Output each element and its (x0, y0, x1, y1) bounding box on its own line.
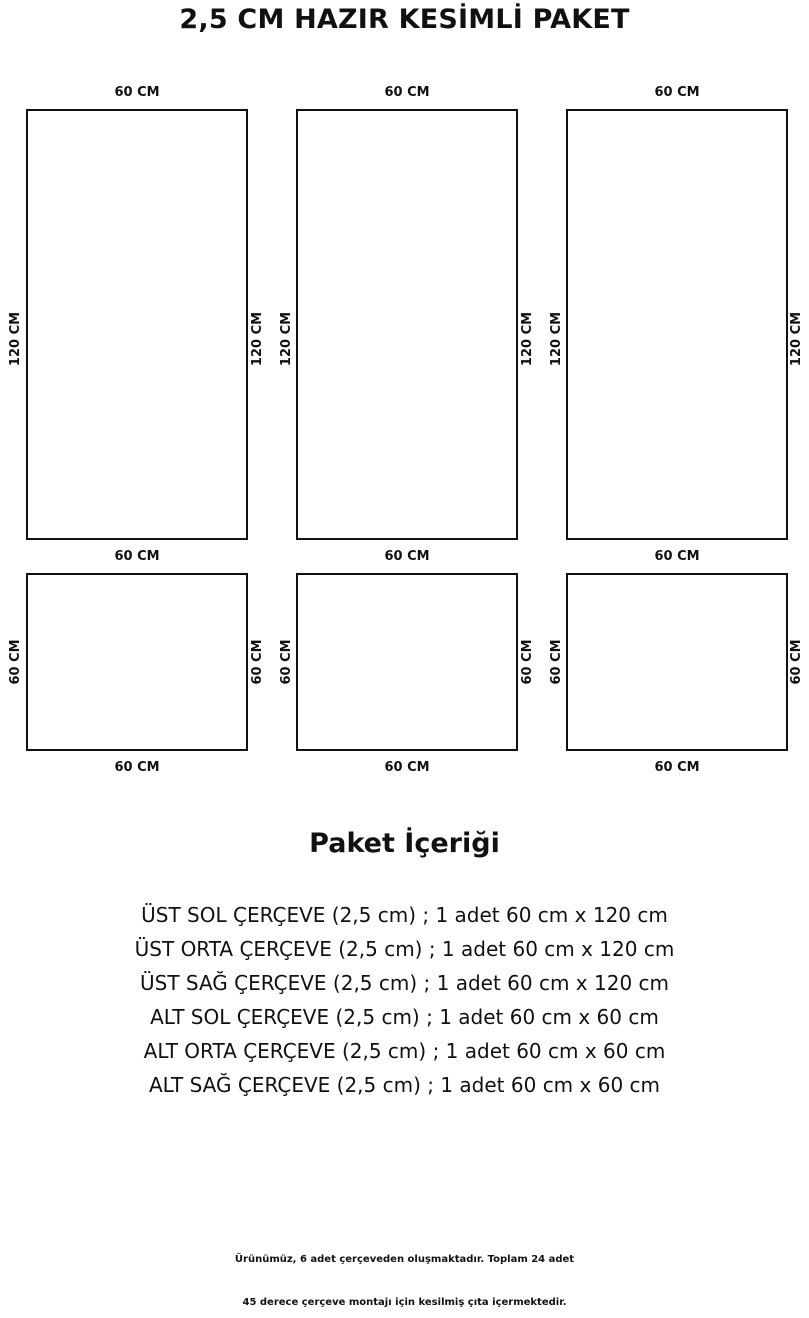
frame-top-right-width-top: 60 CM (654, 85, 700, 100)
frame-top-middle-width-top: 60 CM (384, 85, 430, 100)
frame-bottom-middle-width-bottom: 60 CM (384, 760, 430, 775)
frame-top-left-width-top: 60 CM (114, 85, 160, 100)
frame-top-left-width-bottom: 60 CM (114, 549, 160, 564)
frame-top-right-height-right: 120 CM (789, 311, 804, 367)
frame-bottom-right (566, 573, 788, 751)
frame-bottom-middle (296, 573, 518, 751)
frame-top-left-height-left: 120 CM (8, 311, 23, 367)
frame-top-left (26, 109, 248, 540)
list-item: ALT SOL ÇERÇEVE (2,5 cm) ; 1 adet 60 cm x 60 cm (150, 1005, 659, 1029)
list-item: ÜST ORTA ÇERÇEVE (2,5 cm) ; 1 adet 60 cm x 120 cm (134, 937, 675, 961)
frame-top-right (566, 109, 788, 540)
frame-bottom-right-height-left: 60 CM (549, 639, 564, 685)
contents-heading: Paket İçeriği (309, 828, 500, 859)
page-title: 2,5 CM HAZIR KESİMLİ PAKET (179, 4, 630, 35)
contents-list (0, 898, 809, 1102)
list-item: ALT ORTA ÇERÇEVE (2,5 cm) ; 1 adet 60 cm x 60 cm (143, 1039, 666, 1063)
frame-top-middle-height-left: 120 CM (279, 311, 294, 367)
footer-line-1: Ürünümüz, 6 adet çerçeveden oluşmaktadır. Toplam 24 adet (234, 1254, 575, 1265)
frame-top-middle-height-right: 120 CM (520, 311, 535, 367)
footer-line-2: 45 derece çerçeve montajı için kesilmiş çıta içermektedir. (242, 1297, 567, 1308)
frame-top-left-height-right: 120 CM (250, 311, 265, 367)
frame-bottom-left-width-bottom: 60 CM (114, 760, 160, 775)
frame-bottom-middle-height-right: 60 CM (520, 639, 535, 685)
frame-bottom-right-height-right: 60 CM (789, 639, 804, 685)
frame-bottom-left-height-right: 60 CM (250, 639, 265, 685)
frame-bottom-left (26, 573, 248, 751)
list-item: ÜST SOL ÇERÇEVE (2,5 cm) ; 1 adet 60 cm x 120 cm (141, 903, 668, 927)
list-item: ÜST SAĞ ÇERÇEVE (2,5 cm) ; 1 adet 60 cm x 120 cm (139, 971, 670, 995)
frame-top-right-height-left: 120 CM (549, 311, 564, 367)
frame-bottom-left-height-left: 60 CM (8, 639, 23, 685)
frame-top-middle-width-bottom: 60 CM (384, 549, 430, 564)
list-item: ALT SAĞ ÇERÇEVE (2,5 cm) ; 1 adet 60 cm x 60 cm (148, 1073, 661, 1097)
frame-bottom-middle-height-left: 60 CM (279, 639, 294, 685)
frame-top-middle (296, 109, 518, 540)
frame-top-right-width-bottom: 60 CM (654, 549, 700, 564)
frame-bottom-right-width-bottom: 60 CM (654, 760, 700, 775)
